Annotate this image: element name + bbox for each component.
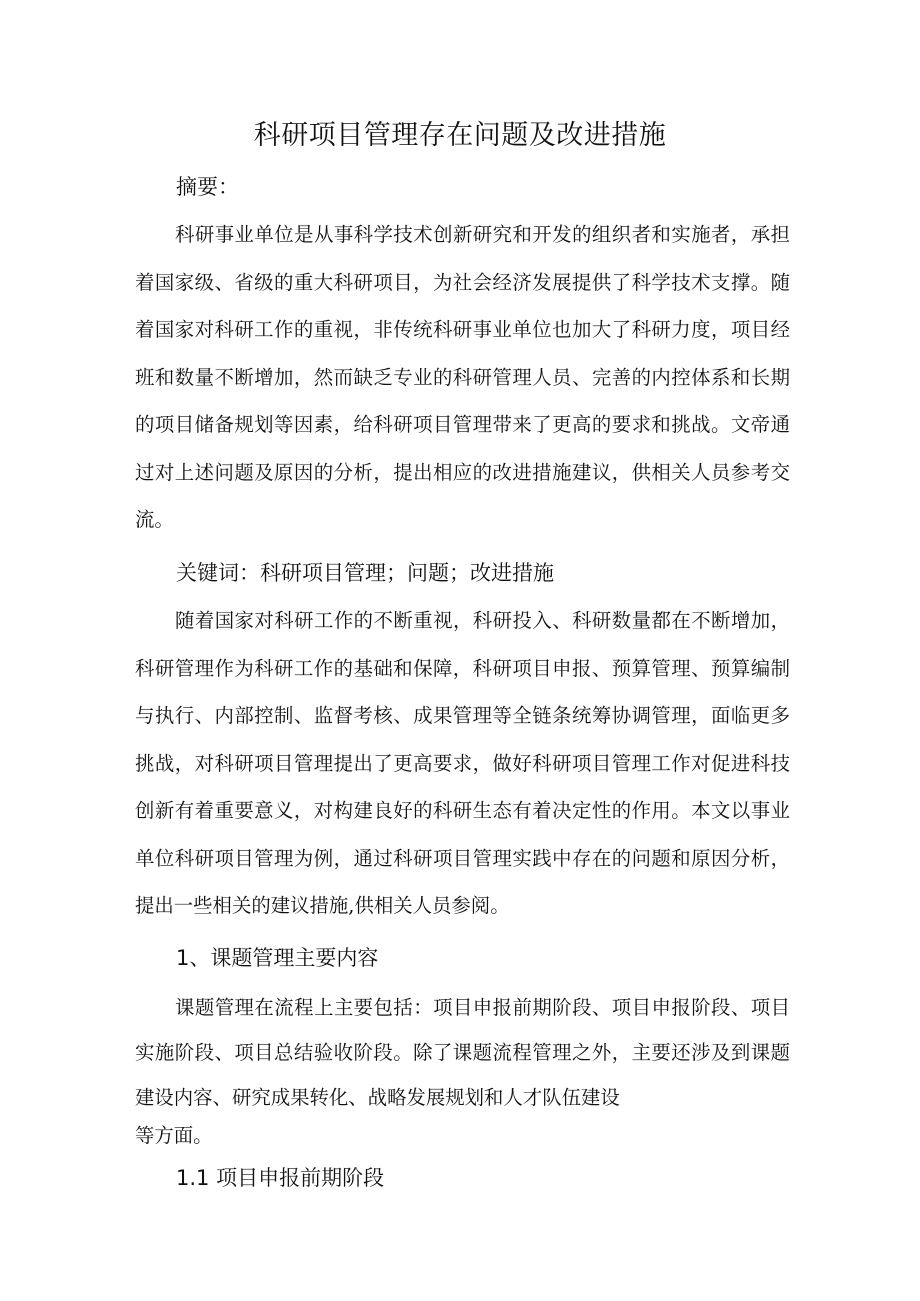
section-1-paragraph: 课题管理在流程上主要包括：项目申报前期阶段、项目申报阶段、项目实施阶段、项目总结验收阶段。除了课题流程管理之外，主要还涉及到课题建设内容、研究成果转化、战略发展规划和人才队伍建设 (135, 996, 790, 1109)
abstract-heading: 摘要： (176, 175, 239, 199)
document-title: 科研项目管理存在问题及改进措施 (253, 120, 667, 151)
intro-paragraph: 随着国家对科研工作的不断重视，科研投入、科研数量都在不断增加，科研管理作为科研工作的基础和保障，科研项目申报、预算管理、预算编制与执行、内部控制、监督考核、成果管理等全链条统筹协调管理，面临更多挑战，对科研项目管理提出了更高要求，做好科研项目管理工作对促进科技创新有着重要意义，对构建良好的科研生态有着决定性的作用。本文以事业单位科研项目管理为例，通过科研项目管理实践中存在的问题和原因分析，提出一些相关的建议措施,供相关人员参阅。 (135, 609, 790, 917)
keywords-line: 关键词：科研项目管理；问题；改进措施 (176, 561, 554, 585)
section-1-1-heading: 1.1 项目申报前期阶段 (176, 1166, 385, 1190)
abstract-paragraph: 科研事业单位是从事科学技术创新研究和开发的组织者和实施者，承担着国家级、省级的重大科研项目，为社会经济发展提供了科学技术支撑。随着国家对科研工作的重视，非传统科研事业单位也加大了科研力度，项目经班和数量不断增加，然而缺乏专业的科研管理人员、完善的内控体系和长期的项目储备规划等因素，给科研项目管理带来了更高的要求和挑战。文帝通过对上述问题及原因的分析，提出相应的改进措施建议，供相关人员参考交流。 (135, 223, 790, 531)
section-1-heading: 1、课题管理主要内容 (176, 946, 379, 970)
section-1-tail-line: 等方面。 (135, 1124, 213, 1147)
